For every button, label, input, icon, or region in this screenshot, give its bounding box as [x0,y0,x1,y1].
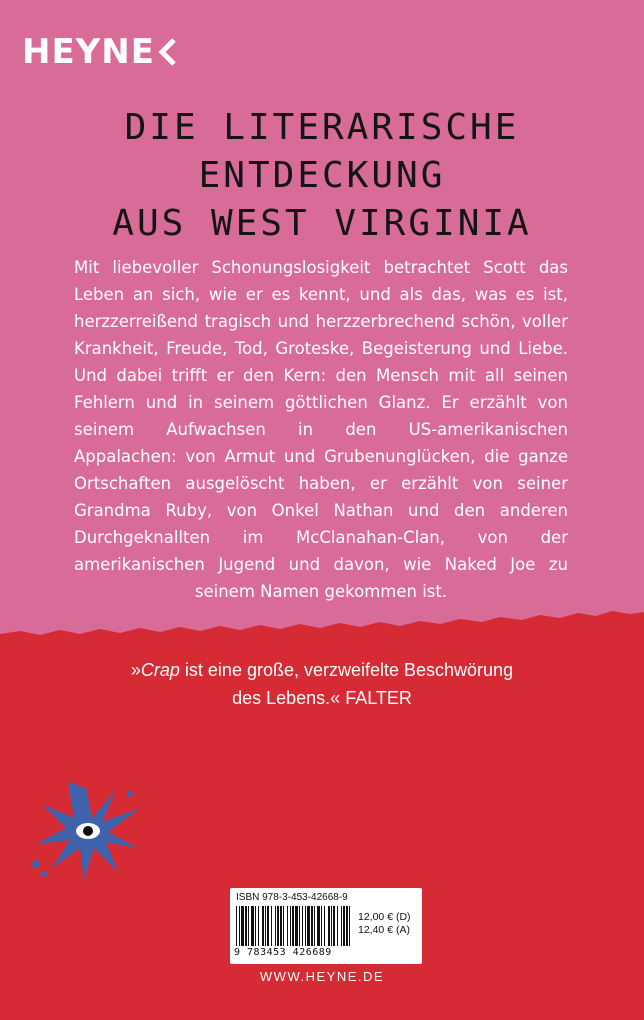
isbn-text: ISBN 978-3-453-42668-9 [236,892,348,903]
headline-line-1: DIE LITERARISCHE [124,107,520,148]
barcode-bar [239,906,240,946]
barcode-bar [255,906,256,946]
barcode-bar [292,906,294,946]
barcode-bars [234,906,352,948]
quote-text-2: des Lebens.« [232,688,341,708]
barcode-bar [343,906,345,946]
barcode-bar [258,906,259,946]
headline-line-2: ENTDECKUNG [198,155,446,196]
barcode-bar [331,906,332,946]
barcode-label [230,888,422,964]
barcode-bar [311,906,313,946]
barcode-bar [346,906,348,946]
quote-line-2 [0,684,644,712]
book-description: Mit liebevoller Schonungslosigkeit betrachtet Scott das Leben an sich, wie er es kennt, und als das, was es ist, herzzerreißend tragisch und herzzerbrechend schön, voller Krankheit, Freude, Tod, Groteske, Begeisterung und Liebe. Und dabei trifft er den Kern: den Mensch mit all seinen Fehlern und in seinem göttlichen Glanz. Er erzählt von seinem Aufwachsen in den US-amerikanischen Appalachen: von Armut und Grubenunglücken, die ganze Ortschaften ausgelöscht haben, er erzählt von seiner Grandma Ruby, von Onkel Nathan und den anderen Durchgeknallten im McClanahan-Clan, von der amerikanischen Jugend und davon, wie Naked Joe zu seinem Namen gekommen ist. [74,258,568,601]
barcode-bar [290,906,291,946]
barcode-digits: 9 783453 426689 [234,947,332,958]
heyne-logo [22,30,179,74]
barcode-bar [241,906,244,946]
barcode-bar [328,906,330,946]
quote-line-1 [0,656,644,684]
barcode-bar [251,906,254,946]
barcode-bar [299,906,300,946]
barcode-bar [271,906,272,946]
barcode-bar [245,906,247,946]
barcode-bar [248,906,249,946]
barcode-bar [265,906,266,946]
headline [0,104,644,248]
chevron-left-icon [157,37,179,67]
barcode-bar [333,906,335,946]
quote-text-1: ist eine große, verzweifelte Beschwörung [179,660,514,680]
barcode-bar [277,906,279,946]
barcode-bar [321,906,322,946]
barcode-bar [283,906,284,946]
barcode-bar [262,906,264,946]
quote-book-title: Crap [140,660,180,680]
barcode-bar [337,906,338,946]
quote-source: FALTER [345,688,412,708]
barcode-bar [236,906,237,946]
barcode-bar [295,906,298,946]
barcode-bar [275,906,276,946]
press-quote [0,656,644,712]
brand-name: HEYNE [22,32,155,72]
blue-flower-doodle [22,768,152,888]
barcode-bar [317,906,320,946]
barcode-bar [287,906,288,946]
price-germany: 12,00 € (D) [358,911,411,923]
headline-line-3: AUS WEST VIRGINIA [112,203,532,244]
barcode-bar [341,906,342,946]
barcode-bar [307,906,310,946]
barcode-bar [324,906,325,946]
flower-pupil [83,826,93,836]
barcode-bar [349,906,350,946]
barcode-bar [267,906,269,946]
barcode-bar [305,906,306,946]
price-austria: 12,40 € (A) [358,924,410,936]
barcode-bar [280,906,282,946]
quote-open-mark: » [130,660,141,680]
barcode-bar [302,906,303,946]
barcode-bar [314,906,315,946]
publisher-website: WWW.HEYNE.DE [259,969,385,984]
